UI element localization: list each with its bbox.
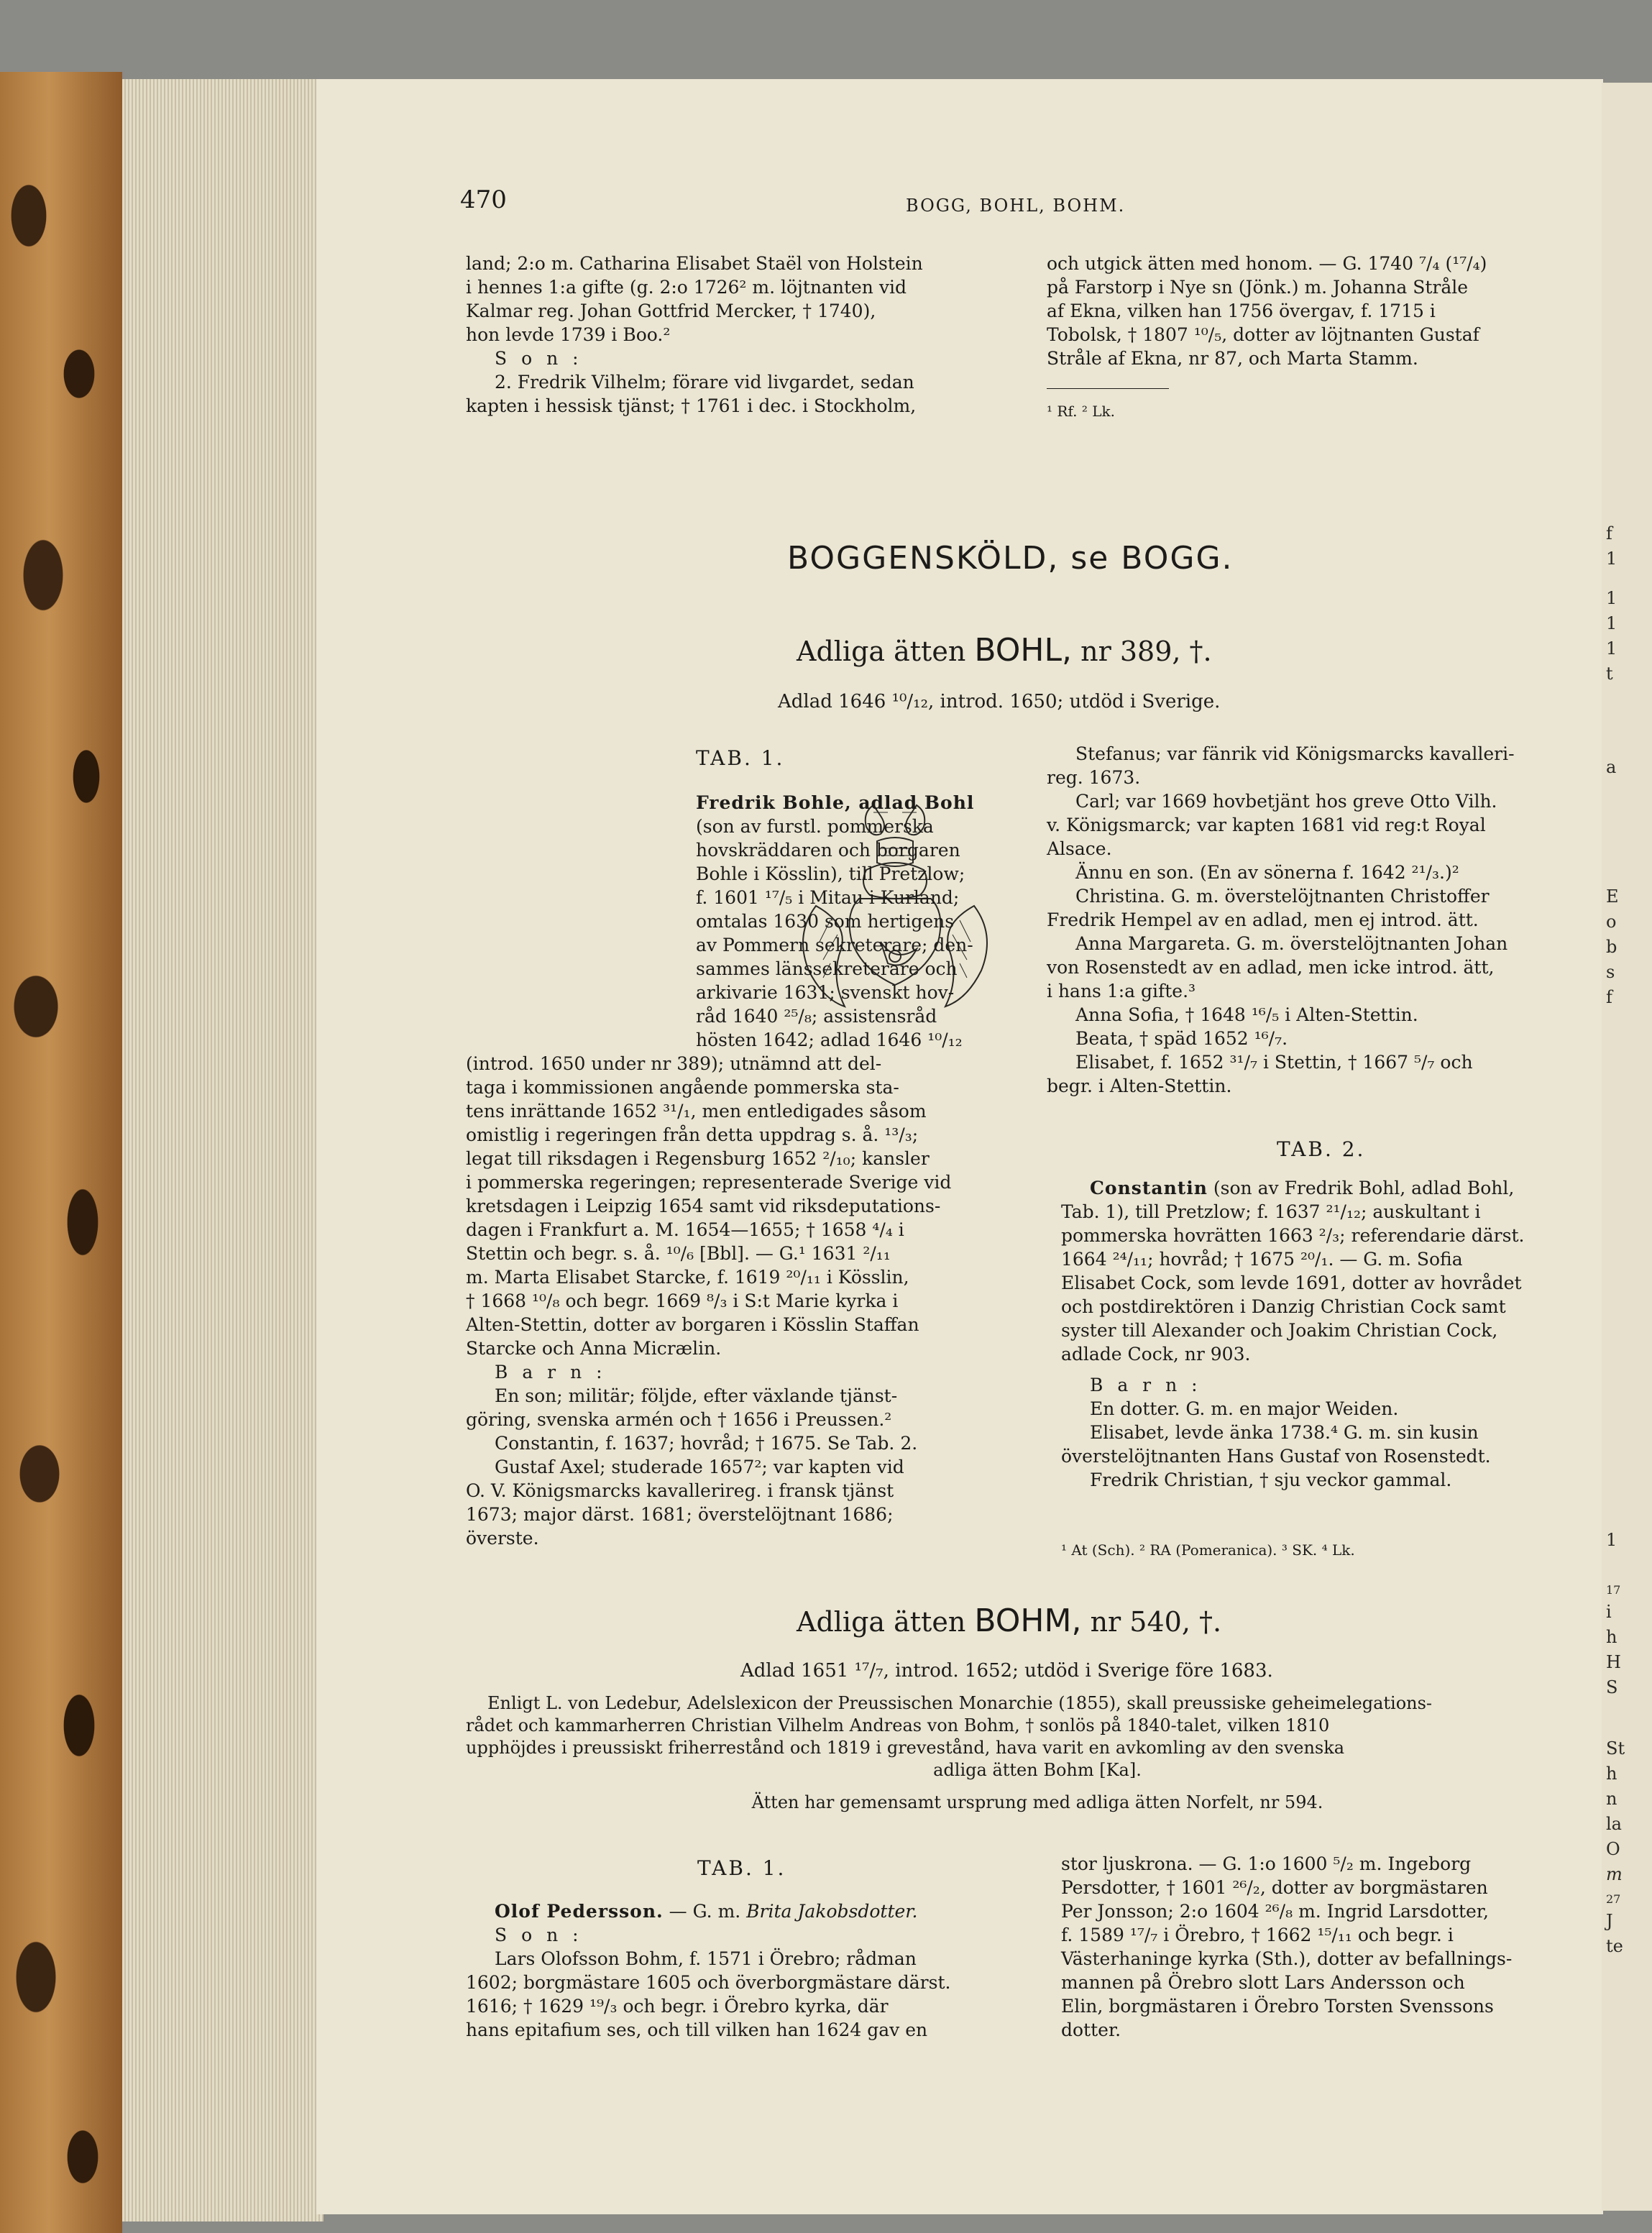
text-line: dotter.	[1061, 2019, 1121, 2040]
facing-text-fragment: St	[1606, 1738, 1625, 1759]
text-line: Västerhaninge kyrka (Sth.), dotter av befallnings-	[1061, 1948, 1513, 1969]
text-line: Kalmar reg. Johan Gottfrid Mercker, † 1740),	[466, 301, 876, 321]
text-line: på Farstorp i Nye sn (Jönk.) m. Johanna Stråle	[1047, 277, 1469, 298]
text-line: Persdotter, † 1601 ²⁶/₂, dotter av borgmästaren	[1061, 1877, 1488, 1898]
bohm-left-column	[466, 1899, 1034, 2042]
facing-text-fragment: i	[1606, 1602, 1612, 1622]
text-line: sammes länssekreterare och	[696, 958, 958, 979]
text-line: rådet och kammarherren Christian Vilhelm Andreas von Bohm, † sonlös på 1840-talet, vilken 1810	[466, 1715, 1330, 1735]
text-line: Fredrik Bohle, adlad Bohl	[696, 792, 975, 813]
facing-text-fragment: la	[1606, 1814, 1622, 1834]
text-line: Ännu en son. (En av sönerna f. 1642 ²¹/₃.)²	[1075, 862, 1459, 883]
text-line: av Pommern sekreterare; den-	[696, 935, 973, 955]
page-number: 470	[460, 185, 507, 214]
facing-text-fragment: J	[1606, 1911, 1613, 1931]
bohl-subheading: Adlad 1646 ¹⁰/₁₂, introd. 1650; utdöd i Sverige.	[778, 691, 1221, 712]
text-line: kretsdagen i Leipzig 1654 samt vid riksdeputations-	[466, 1196, 941, 1216]
facing-text-fragment: h	[1606, 1627, 1617, 1647]
text-line: (son av furstl. pommerska	[696, 816, 934, 837]
name-italic: Brita Jakobsdotter.	[746, 1901, 918, 1922]
bohl-footnotes: ¹ At (Sch). ² RA (Pomeranica). ³ SK. ⁴ Lk.	[1061, 1541, 1355, 1559]
text-line: af Ekna, vilken han 1756 övergav, f. 1715 i	[1047, 301, 1436, 321]
text-line: land; 2:o m. Catharina Elisabet Staël von Holstein	[466, 253, 923, 274]
text-line: mannen på Örebro slott Lars Andersson och	[1061, 1972, 1465, 1993]
name-bold: Olof Pedersson.	[495, 1901, 664, 1922]
text-line: 1602; borgmästare 1605 och överborgmästare därst.	[466, 1972, 951, 1993]
facing-text-fragment: 1	[1606, 638, 1617, 659]
text-line: i hennes 1:a gifte (g. 2:o 1726² m. löjtnanten vid	[466, 277, 907, 298]
facing-text-fragment: f	[1606, 987, 1612, 1007]
text-line: i hans 1:a gifte.³	[1047, 981, 1196, 1001]
text-line: hans epitafium ses, och till vilken han 1624 gav en	[466, 2019, 928, 2040]
facing-text-fragment: H	[1606, 1652, 1621, 1672]
text-line: adlade Cock, nr 903.	[1061, 1344, 1251, 1365]
text-line: Anna Sofia, † 1648 ¹⁶/₅ i Alten-Stettin.	[1075, 1004, 1418, 1025]
bohl-heading	[797, 632, 1212, 669]
text-line: göring, svenska armén och † 1656 i Preussen.²	[466, 1409, 892, 1430]
text-line: f. 1589 ¹⁷/₇ i Örebro, † 1662 ¹⁵/₁₁ och begr. i	[1061, 1925, 1454, 1945]
text-line: Stettin och begr. s. å. ¹⁰/₆ [Bbl]. — G.¹ 1631 ²/₁₁	[466, 1243, 891, 1264]
text-line: Fredrik Christian, † sju veckor gammal.	[1090, 1469, 1452, 1490]
bohm-subheading: Adlad 1651 ¹⁷/₇, introd. 1652; utdöd i Sverige före 1683.	[740, 1660, 1273, 1682]
heading-suffix: nr 389, †.	[1080, 636, 1212, 667]
family-name: BOHM,	[974, 1602, 1082, 1639]
book-page	[316, 79, 1603, 2214]
text-line: 2. Fredrik Vilhelm; förare vid livgardet, sedan	[495, 372, 914, 393]
facing-text-fragment: 1	[1606, 588, 1617, 608]
facing-text-fragment: S	[1606, 1677, 1618, 1697]
text-line: 1616; † 1629 ¹⁹/₃ och begr. i Örebro kyrka, där	[466, 1996, 889, 2017]
bohl-tab1-title: TAB. 1.	[696, 746, 785, 770]
text-line: Alten-Stettin, dotter av borgaren i Kösslin Staffan	[466, 1314, 919, 1335]
text-line: Alsace.	[1047, 838, 1112, 859]
facing-text-fragment: a	[1606, 757, 1617, 777]
bohm-intro	[466, 1692, 1609, 1814]
boggenskold-heading: BOGGENSKÖLD, se BOGG.	[787, 540, 1234, 577]
facing-text-fragment: s	[1606, 962, 1615, 982]
bohl-left-narrow	[696, 791, 1034, 1052]
text-line: Bohle i Kösslin), till Pretzlow;	[696, 863, 965, 884]
text-line: syster till Alexander och Joakim Christian Cock,	[1061, 1320, 1498, 1341]
facing-text-fragment: 17	[1606, 1583, 1621, 1597]
name-bold: Constantin	[1090, 1178, 1208, 1198]
text-line: begr. i Alten-Stettin.	[1047, 1076, 1232, 1096]
text-line: råd 1640 ²⁵/₈; assistensråd	[696, 1006, 937, 1027]
facing-text-fragment: f	[1606, 523, 1612, 544]
bohl-tab2-column	[1061, 1176, 1607, 1492]
text-line: tens inrättande 1652 ³¹/₁, men entledigades såsom	[466, 1101, 927, 1122]
text-line: Stefanus; var fänrik vid Königsmarcks kavalleri-	[1075, 743, 1515, 764]
facing-text-fragment: o	[1606, 912, 1617, 932]
text-line: † 1668 ¹⁰/₈ och begr. 1669 ⁸/₃ i S:t Marie kyrka i	[466, 1290, 899, 1311]
text-line: Gustaf Axel; studerade 1657²; var kapten vid	[495, 1457, 904, 1477]
text-line: Elin, borgmästaren i Örebro Torsten Svenssons	[1061, 1996, 1494, 2017]
bohl-right-column	[1047, 742, 1607, 1098]
text-line: och postdirektören i Danzig Christian Cock samt	[1061, 1296, 1506, 1317]
text-line: f. 1601 ¹⁷/₅ i Mitau i Kurland;	[696, 887, 960, 908]
facing-text-fragment: 1	[1606, 1530, 1617, 1550]
facing-text-fragment: O	[1606, 1839, 1620, 1859]
top-left-column	[466, 252, 1034, 418]
top-footnote: ¹ Rf. ² Lk.	[1047, 403, 1115, 420]
text-line: 1673; major därst. 1681; överstelöjtnant 1686;	[466, 1504, 894, 1525]
text-line: Lars Olofsson Bohm, f. 1571 i Örebro; rådman	[495, 1948, 917, 1969]
text-line: legat till riksdagen i Regensburg 1652 ²/₁₀; kansler	[466, 1148, 930, 1169]
facing-text-fragment: te	[1606, 1936, 1623, 1956]
facing-text-fragment: m	[1606, 1864, 1623, 1884]
text-line: Tab. 1), till Pretzlow; f. 1637 ²¹/₁₂; auskultant i	[1061, 1201, 1481, 1222]
text-line: kapten i hessisk tjänst; † 1761 i dec. i Stockholm,	[466, 395, 917, 416]
text-line: arkivarie 1631; svenskt hov-	[696, 982, 955, 1003]
running-title: BOGG, BOHL, BOHM.	[906, 196, 1126, 216]
facing-text-fragment: h	[1606, 1764, 1617, 1784]
text-line: m. Marta Elisabet Starcke, f. 1619 ²⁰/₁₁ i Kösslin,	[466, 1267, 909, 1288]
text-line: Olof Pedersson. — G. m. Brita Jakobsdotter.	[495, 1901, 918, 1922]
text-line: omtalas 1630 som hertigens	[696, 911, 955, 932]
facing-text-fragment: n	[1606, 1789, 1617, 1809]
facing-text-fragment: E	[1606, 886, 1619, 907]
family-name: BOHL,	[974, 632, 1073, 669]
text-line: Fredrik Hempel av en adlad, men ej introd. ätt.	[1047, 909, 1479, 930]
page-edges	[122, 79, 323, 2221]
text-line: (introd. 1650 under nr 389); utnämnd att del-	[466, 1053, 882, 1074]
text-line: Stråle af Ekna, nr 87, och Marta Stamm.	[1047, 348, 1418, 369]
heading-prefix: Adliga ätten	[797, 1606, 966, 1638]
bohm-heading	[797, 1602, 1222, 1639]
facing-text-fragment: b	[1606, 937, 1617, 957]
text-line: hösten 1642; adlad 1646 ¹⁰/₁₂	[696, 1030, 963, 1050]
text-line: upphöjdes i preussiskt friherrestånd och 1819 i grevestånd, hava varit en avkomling av den svenska	[466, 1738, 1345, 1758]
facing-text-fragment: t	[1606, 664, 1613, 684]
facing-text-fragment: 1	[1606, 549, 1617, 569]
text-line: Elisabet, f. 1652 ³¹/₇ i Stettin, † 1667 ⁵/₇ och	[1075, 1052, 1473, 1073]
text-line: v. Königsmarck; var kapten 1681 vid reg:t Royal	[1047, 815, 1486, 835]
text-line: O. V. Königsmarcks kavallerireg. i fransk tjänst	[466, 1480, 894, 1501]
text-line: Christina. G. m. överstelöjtnanten Christoffer	[1075, 886, 1490, 907]
son-label: S o n :	[495, 348, 583, 369]
text-line: taga i kommissionen angående pommerska sta-	[466, 1077, 899, 1098]
text-line: hovskräddaren och borgaren	[696, 840, 960, 861]
text-line: i pommerska regeringen; representerade Sverige vid	[466, 1172, 952, 1193]
top-right-column	[1047, 252, 1607, 370]
text-line: Anna Margareta. G. m. överstelöjtnanten Johan	[1075, 933, 1508, 954]
children-label: B a r n :	[495, 1362, 607, 1383]
text-line: Constantin (son av Fredrik Bohl, adlad Bohl,	[1090, 1178, 1515, 1198]
text-line: Beata, † späd 1652 ¹⁶/₇.	[1075, 1028, 1288, 1049]
bohl-tab2-title: TAB. 2.	[1277, 1137, 1366, 1161]
text-line: Per Jonsson; 2:o 1604 ²⁶/₈ m. Ingrid Larsdotter,	[1061, 1901, 1489, 1922]
text-line: Enligt L. von Ledebur, Adelslexicon der Preussischen Monarchie (1855), skall preussiske geheimelegations-	[487, 1693, 1433, 1713]
text-line: 1664 ²⁴/₁₁; hovråd; † 1675 ²⁰/₁. — G. m. Sofia	[1061, 1249, 1463, 1270]
footnote-rule	[1047, 388, 1169, 389]
text-line: Tobolsk, † 1807 ¹⁰/₅, dotter av löjtnanten Gustaf	[1047, 324, 1479, 345]
text-line: Elisabet, levde änka 1738.⁴ G. m. sin kusin	[1090, 1422, 1479, 1443]
text-line: adliga ätten Bohm [Ka].	[933, 1760, 1142, 1780]
book-cover	[0, 72, 122, 2233]
bohm-right-column	[1061, 1852, 1607, 2042]
children-label: B a r n :	[1090, 1375, 1202, 1395]
bohm-tab1-title: TAB. 1.	[697, 1856, 786, 1880]
text-line: omistlig i regeringen från detta uppdrag s. å. ¹³/₃;	[466, 1124, 919, 1145]
text-line: reg. 1673.	[1047, 767, 1141, 788]
text-line: dagen i Frankfurt a. M. 1654—1655; † 1658 ⁴/₄ i	[466, 1219, 904, 1240]
son-label: S o n :	[495, 1925, 583, 1945]
heading-suffix: nr 540, †.	[1090, 1606, 1222, 1638]
text-line: Elisabet Cock, som levde 1691, dotter av hovrådet	[1061, 1273, 1522, 1293]
text-line: En dotter. G. m. en major Weiden.	[1090, 1398, 1399, 1419]
text-line: En son; militär; följde, efter växlande tjänst-	[495, 1385, 898, 1406]
facing-text-fragment: 27	[1606, 1892, 1621, 1906]
facing-page-edge	[1602, 83, 1652, 2211]
facing-text-fragment: 1	[1606, 613, 1617, 633]
text-line: hon levde 1739 i Boo.²	[466, 324, 671, 345]
text-line: stor ljuskrona. — G. 1:o 1600 ⁵/₂ m. Ingeborg	[1061, 1853, 1472, 1874]
text-line: von Rosenstedt av en adlad, men icke introd. ätt,	[1047, 957, 1495, 978]
text-line: pommerska hovrätten 1663 ²/₃; referendarie därst.	[1061, 1225, 1525, 1246]
text-line: Ätten har gemensamt ursprung med adliga ätten Norfelt, nr 594.	[751, 1792, 1323, 1812]
text-line: Carl; var 1669 hovbetjänt hos greve Otto Vilh.	[1075, 791, 1497, 812]
text-line: Starcke och Anna Micrælin.	[466, 1338, 722, 1359]
bohl-left-column	[466, 1052, 1034, 1550]
heading-prefix: Adliga ätten	[797, 636, 966, 667]
text-line: överstelöjtnanten Hans Gustaf von Rosenstedt.	[1061, 1446, 1491, 1467]
text-line: överste.	[466, 1528, 539, 1549]
text-line: Constantin, f. 1637; hovråd; † 1675. Se Tab. 2.	[495, 1433, 918, 1454]
text-line: och utgick ätten med honom. — G. 1740 ⁷/₄ (¹⁷/₄)	[1047, 253, 1487, 274]
